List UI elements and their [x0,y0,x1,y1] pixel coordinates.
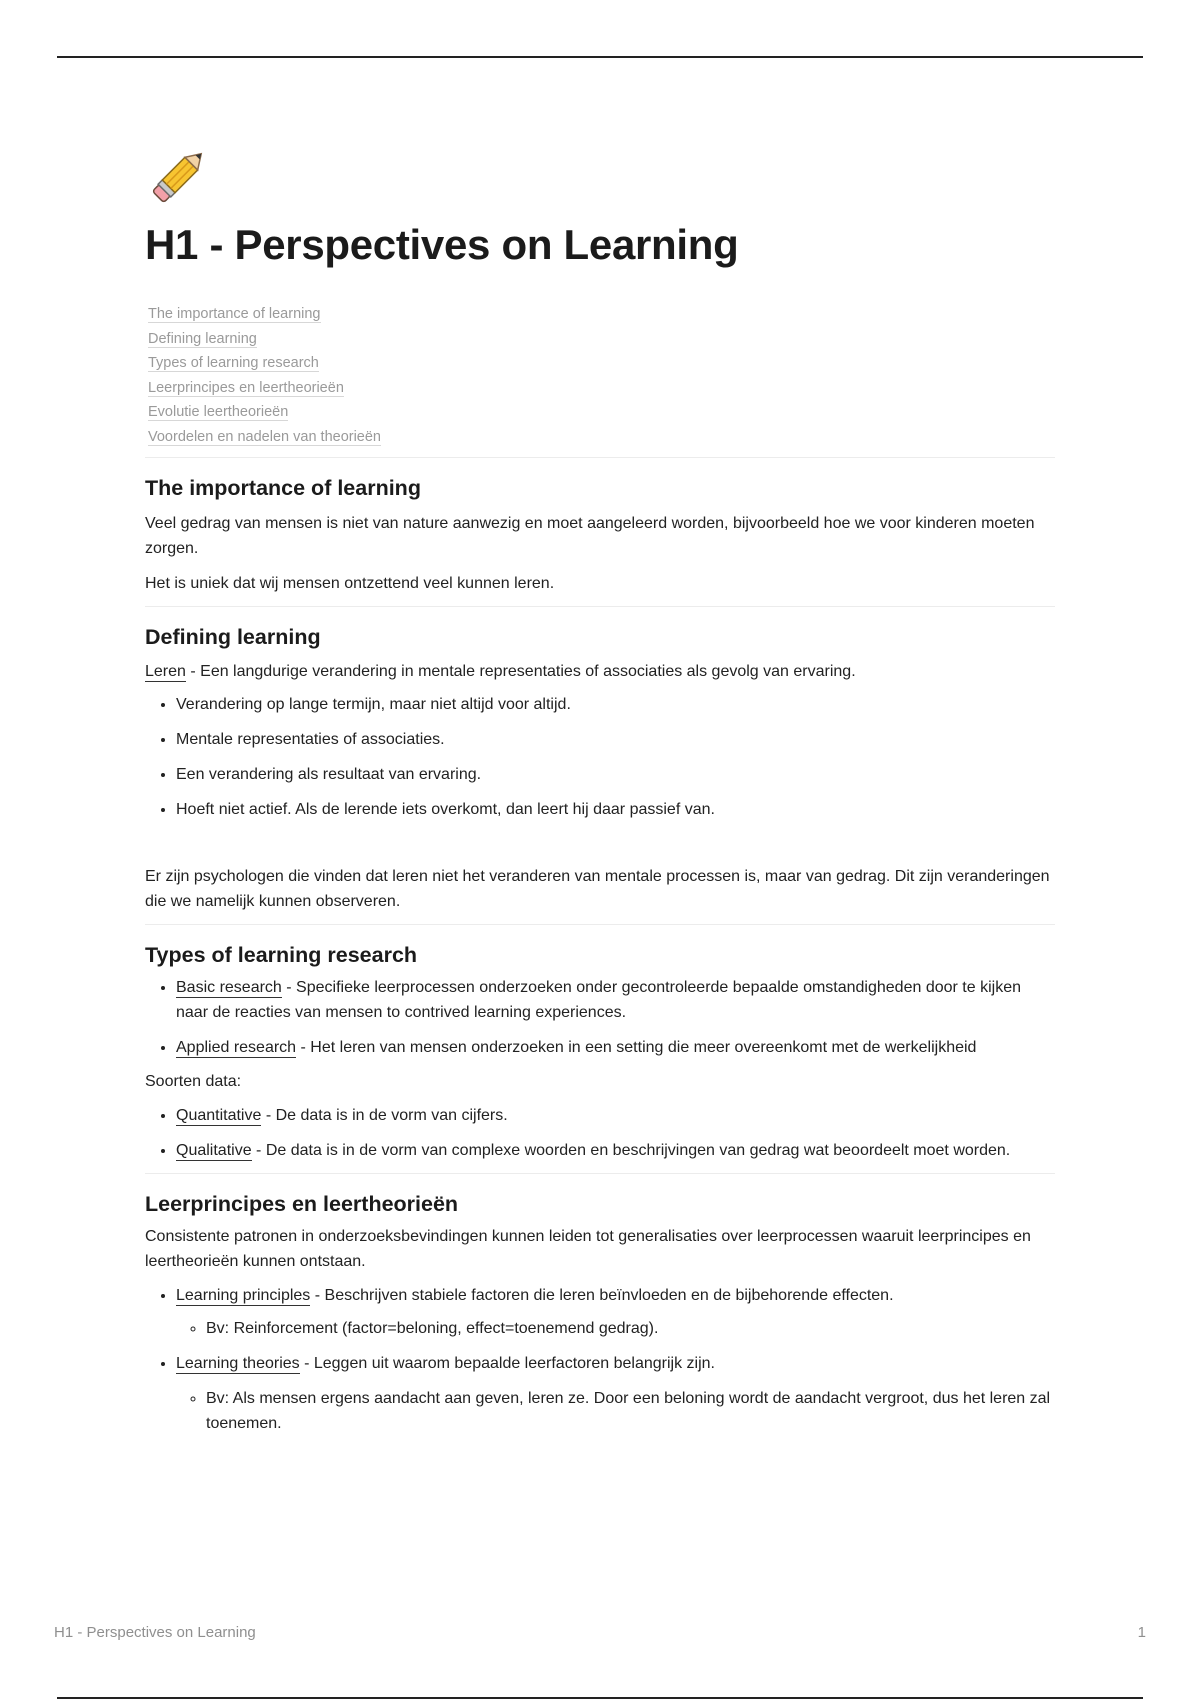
bullet-list [145,975,1055,1060]
list-item [176,1103,1055,1128]
item-text: - De data is in de vorm van cijfers. [261,1106,508,1124]
footer-page-number: 1 [1137,1624,1146,1641]
toc-link-evolutie[interactable]: Evolutie leertheorieën [148,404,289,421]
list-item: • Hoeft niet actief. Als de lerende iets overkomt, dan leert hij daar passief van. [176,797,1055,822]
page-title: H1 - Perspectives on Learning [145,221,739,268]
table-of-contents [148,302,1055,449]
paragraph: Er zijn psychologen die vinden dat leren niet het veranderen van mentale processen is, maar van gedrag. Dit zijn veranderingen die we namelijk kunnen observeren. [145,867,1050,910]
term-quantitative: Quantitative [176,1106,262,1124]
item-text: - Specifieke leerprocessen onderzoeken onder gecontroleerde bepaalde omstandigheden door te kijken naar de reacties van mensen to contrived learning experiences. [176,978,1021,1021]
divider [145,924,1055,925]
definition-text: - Een langdurige verandering in mentale representaties of associaties als gevolg van ervaring. [185,662,856,680]
term-applied-research: Applied research [176,1038,297,1056]
sub-list [176,1386,1055,1436]
item-text: - Beschrijven stabiele factoren die leren beïnvloeden en de bijbehorende effecten. [310,1287,894,1305]
list-item [176,1035,1055,1060]
paragraph: Het is uniek dat wij mensen ontzettend veel kunnen leren. [145,574,555,592]
definition-paragraph [145,659,1055,684]
bullet-list [145,1103,1055,1163]
paragraph: Veel gedrag van mensen is niet van nature aanwezig en moet aangeleerd worden, bijvoorbeeld hoe we voor kinderen moeten zorgen. [145,514,1035,557]
list-item: • Mentale representaties of associaties. [176,727,1055,752]
section-heading-defining: Defining learning [145,624,321,649]
toc-link-voordelen[interactable]: Voordelen en nadelen van theorieën [148,428,381,445]
item-text: - De data is in de vorm van complexe woorden en beschrijvingen van gedrag wat beoordeelt moet worden. [251,1141,1011,1159]
term-learning-principles: Learning principles [176,1287,311,1305]
page-content [145,140,1055,1436]
section-heading-importance: The importance of learning [145,476,421,501]
bullet-list [145,1283,1055,1436]
divider [145,457,1055,458]
sub-list [176,1316,1055,1341]
list-item: • Verandering op lange termijn, maar niet altijd voor altijd. [176,692,1055,717]
list-item: • Een verandering als resultaat van ervaring. [176,762,1055,787]
section-heading-leerprincipes: Leerprincipes en leertheorieën [145,1191,459,1216]
term-qualitative: Qualitative [176,1141,252,1159]
footer-title: H1 - Perspectives on Learning [54,1624,256,1641]
list-item [176,975,1055,1025]
term-basic-research: Basic research [176,978,282,996]
sub-list-item: ◦ Bv: Reinforcement (factor=beloning, effect=toenemend gedrag). [206,1316,1055,1341]
data-types-label: Soorten data: [145,1072,242,1090]
toc-link-importance[interactable]: The importance of learning [148,306,321,323]
list-item [176,1351,1055,1436]
pencil-icon [145,140,215,210]
list-item [176,1283,1055,1341]
term-learning-theories: Learning theories [176,1355,300,1373]
paragraph: Consistente patronen in onderzoeksbevindingen kunnen leiden tot generalisaties over leerprocessen waaruit leerprincipes en leertheorieën kunnen ontstaan. [145,1228,1031,1271]
sub-list-item: ◦ Bv: Als mensen ergens aandacht aan geven, leren ze. Door een beloning wordt de aandacht vergroot, dus het leren zal toenemen. [206,1386,1055,1436]
list-item [176,1138,1055,1163]
toc-link-leerprincipes[interactable]: Leerprincipes en leertheorieën [148,379,344,396]
term-leren: Leren [145,662,186,680]
divider [145,606,1055,607]
item-text: - Het leren van mensen onderzoeken in een setting die meer overeenkomt met de werkelijkheid [296,1038,977,1056]
header-rule [57,56,1143,58]
toc-link-types[interactable]: Types of learning research [148,355,319,372]
divider [145,1173,1055,1174]
footer-rule [57,1697,1143,1699]
toc-link-defining[interactable]: Defining learning [148,330,257,347]
section-heading-types: Types of learning research [145,942,418,967]
item-text: - Leggen uit waarom bepaalde leerfactoren belangrijk zijn. [299,1355,715,1373]
bullet-list [145,692,1055,822]
